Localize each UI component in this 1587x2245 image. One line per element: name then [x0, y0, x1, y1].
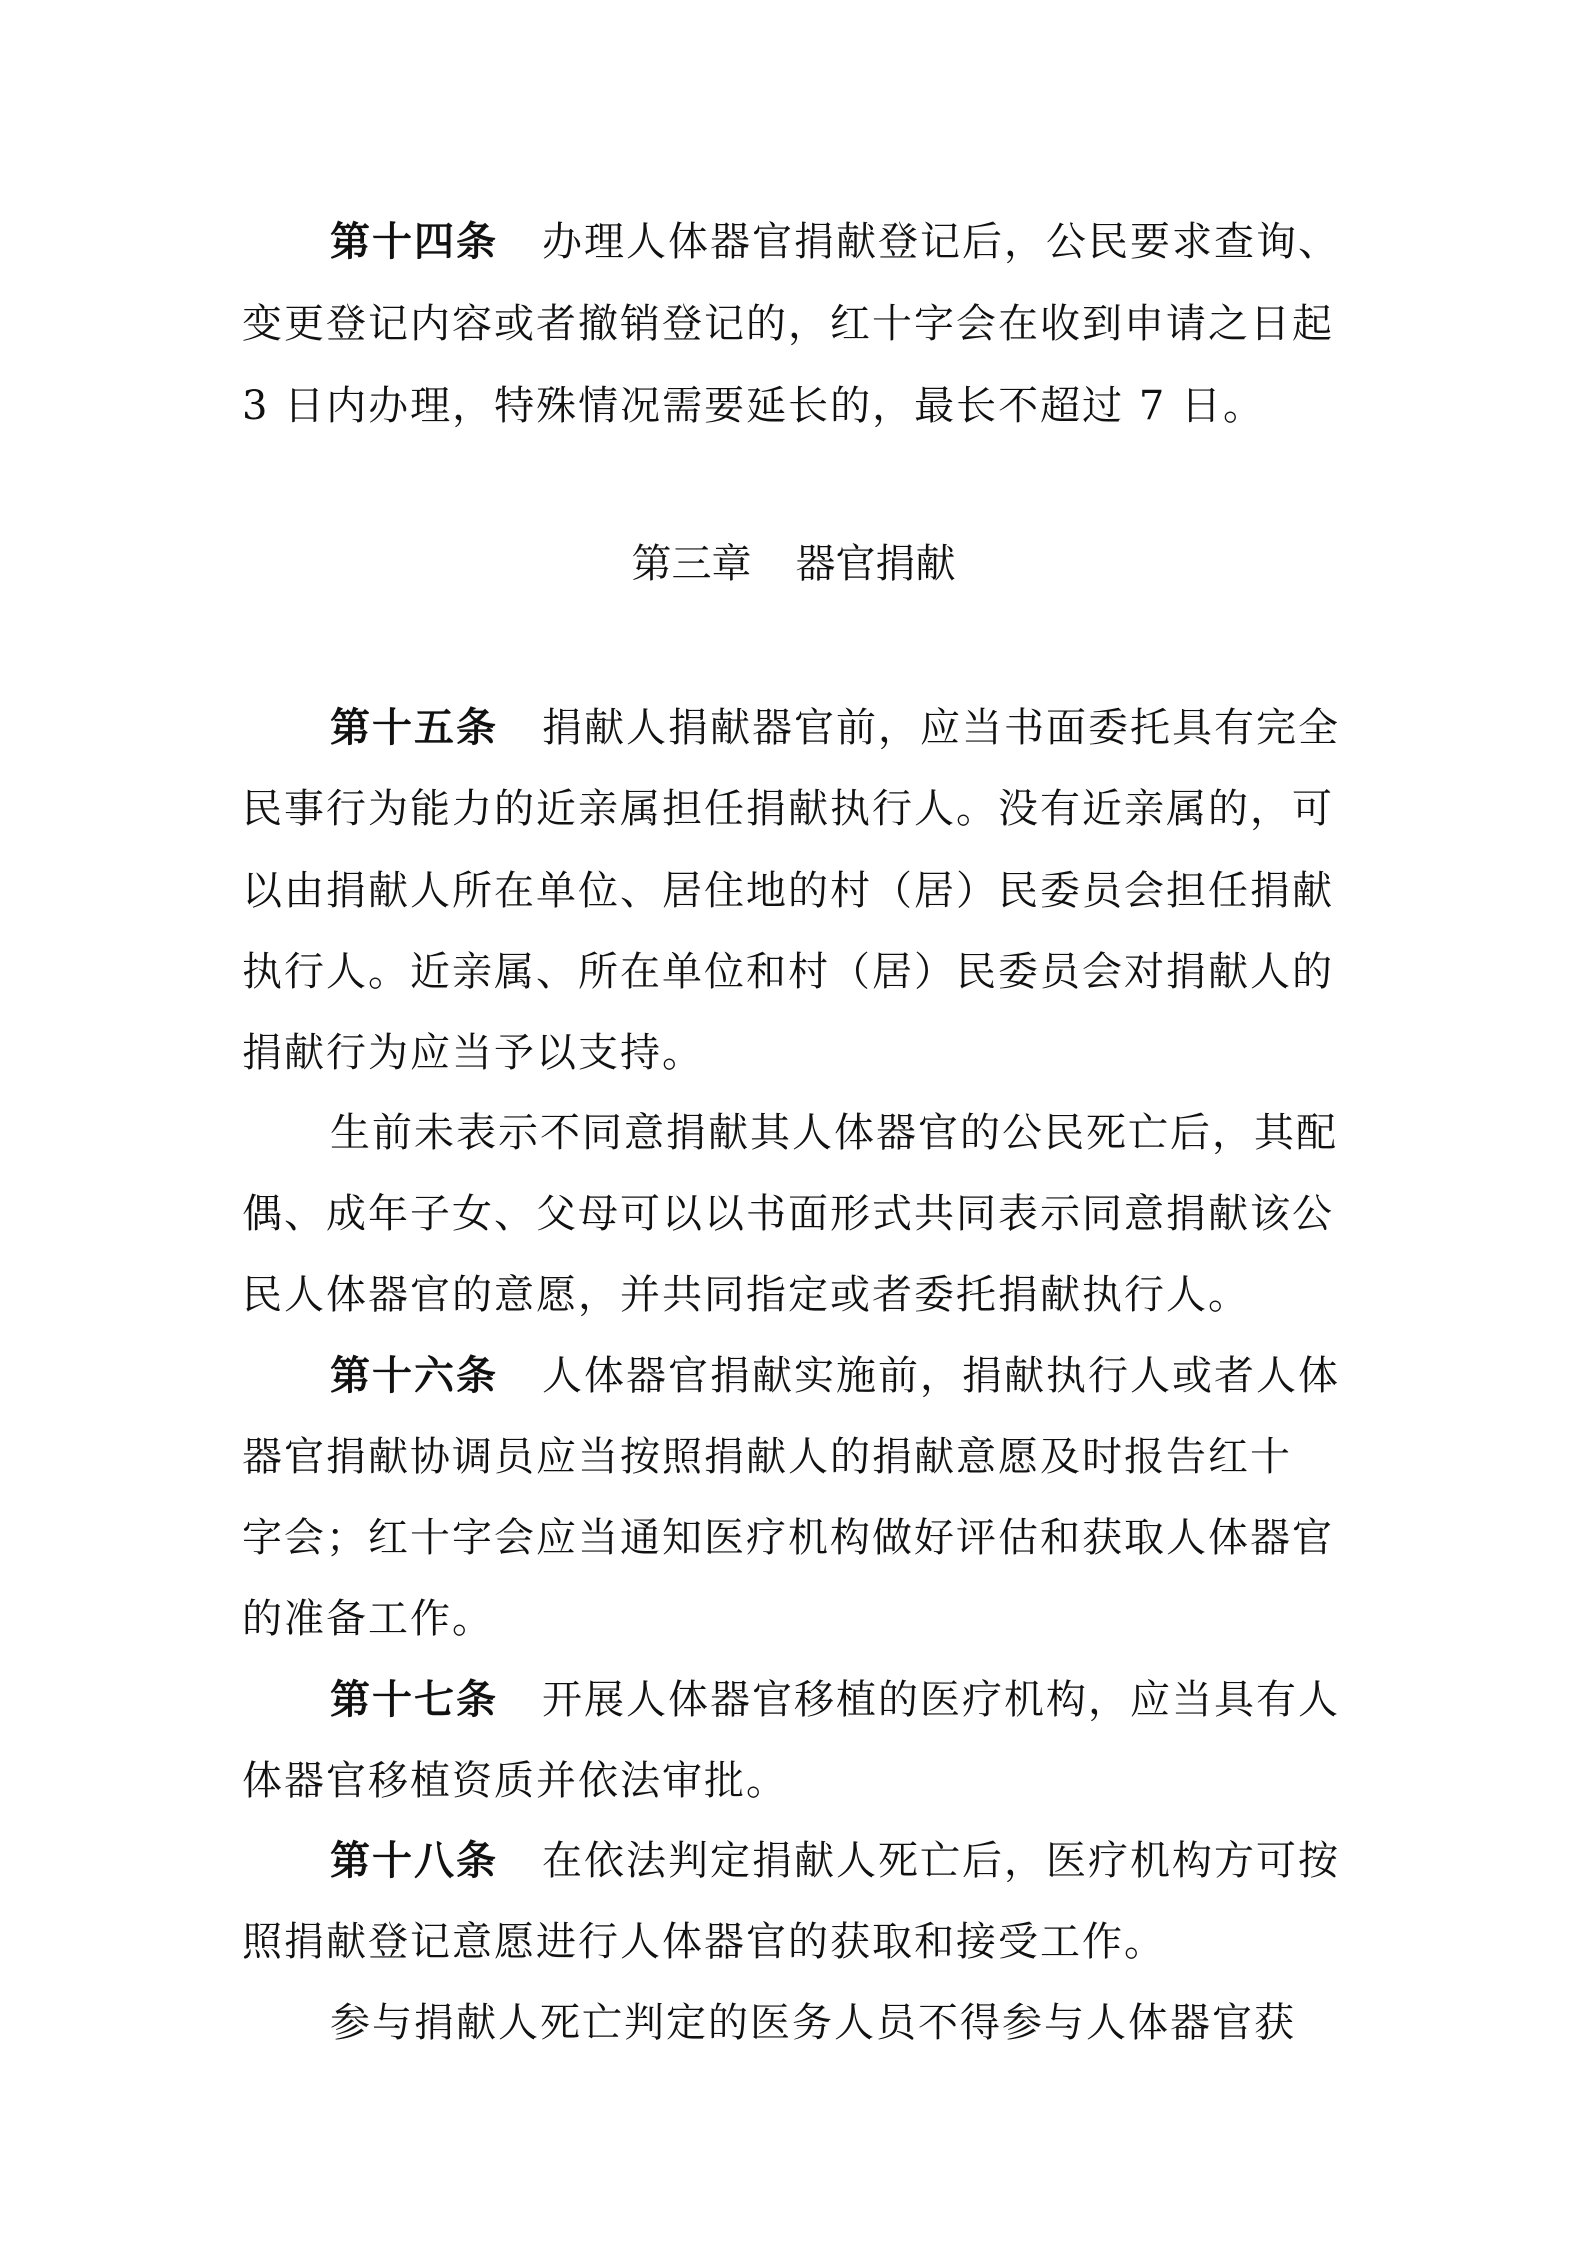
- article-18-line-2: 照捐献登记意愿进行人体器官的获取和接受工作。: [242, 1919, 1166, 1965]
- article-17-heading: 第十七条: [330, 1677, 498, 1723]
- chapter-name: 器官捐献: [795, 541, 956, 587]
- article-15-line-1: [242, 698, 1352, 758]
- article-17-text-1: 开展人体器官移植的医疗机构，应当具有人: [542, 1677, 1340, 1723]
- article-15-line-4: 执行人。近亲属、所在单位和村（居）民委员会对捐献人的: [242, 949, 1334, 995]
- article-16-line-3: 字会；红十字会应当通知医疗机构做好评估和获取人体器官: [242, 1515, 1334, 1561]
- article-17-line-2: 体器官移植资质并依法审批。: [242, 1758, 788, 1804]
- article-14-heading: 第十四条: [330, 219, 498, 265]
- chapter-number: 第三章: [631, 541, 752, 587]
- article-14-line-3: 3 日内办理，特殊情况需要延长的，最长不超过 7 日。: [242, 383, 1266, 429]
- article-15-line-5: 捐献行为应当予以支持。: [242, 1030, 704, 1076]
- article-17-line-1: [242, 1670, 1352, 1730]
- article-18-text-1: 在依法判定捐献人死亡后，医疗机构方可按: [542, 1838, 1340, 1884]
- article-15-para-2-line-3: 民人体器官的意愿，并共同指定或者委托捐献执行人。: [242, 1272, 1250, 1318]
- article-16-line-4: 的准备工作。: [242, 1596, 494, 1642]
- article-15-para-2-text-1: 生前未表示不同意捐献其人体器官的公民死亡后，其配: [330, 1110, 1338, 1156]
- article-15-text-1: 捐献人捐献器官前，应当书面委托具有完全: [542, 705, 1340, 751]
- article-16-heading: 第十六条: [330, 1353, 498, 1399]
- article-15-line-3: 以由捐献人所在单位、居住地的村（居）民委员会担任捐献: [242, 868, 1334, 914]
- article-14-line-1: [242, 212, 1352, 272]
- article-18-heading: 第十八条: [330, 1838, 498, 1884]
- article-14-line-2: 变更登记内容或者撤销登记的，红十字会在收到申请之日起: [242, 301, 1334, 347]
- article-16-line-1: [242, 1346, 1352, 1406]
- article-14-text-1: 办理人体器官捐献登记后，公民要求查询、: [542, 219, 1340, 265]
- article-16-line-2: 器官捐献协调员应当按照捐献人的捐献意愿及时报告红十: [242, 1434, 1292, 1480]
- article-16-text-1: 人体器官捐献实施前，捐献执行人或者人体: [542, 1353, 1340, 1399]
- article-15-heading: 第十五条: [330, 705, 498, 751]
- chapter-title: [0, 532, 1587, 596]
- article-18-para-2-text-1: 参与捐献人死亡判定的医务人员不得参与人体器官获: [330, 2000, 1296, 2046]
- article-15-para-2-line-2: 偶、成年子女、父母可以以书面形式共同表示同意捐献该公: [242, 1191, 1334, 1237]
- article-18-line-1: [242, 1831, 1352, 1891]
- article-15-para-2-line-1: [242, 1103, 1352, 1163]
- article-15-line-2: 民事行为能力的近亲属担任捐献执行人。没有近亲属的，可: [242, 786, 1334, 832]
- article-18-para-2-line-1: [242, 1993, 1352, 2053]
